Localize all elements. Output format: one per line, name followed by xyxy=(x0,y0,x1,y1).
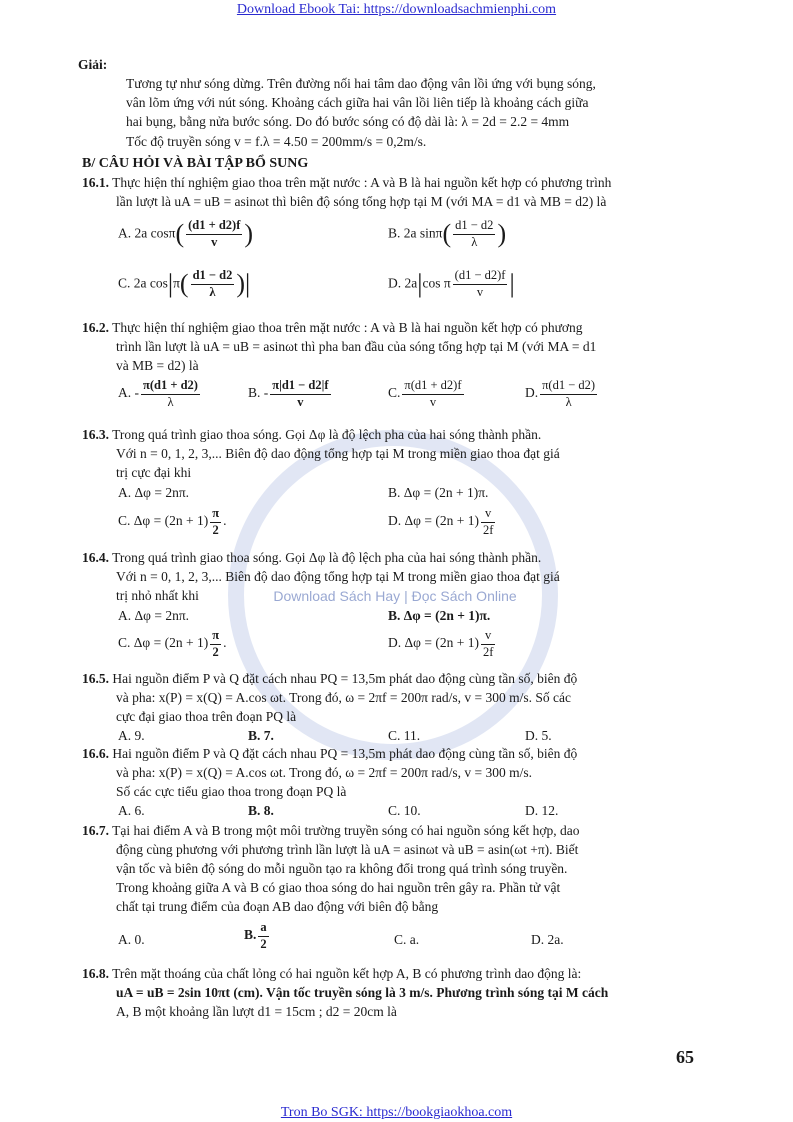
solution-line: Tương tự như sóng dừng. Trên đường nối hai tâm dao động vân lồi ứng với bụng sóng, xyxy=(126,76,596,91)
solution-line: vân lõm ứng với nút sóng. Khoảng cách giữa hai vân lồi liên tiếp là khoảng cách giữa xyxy=(126,95,589,110)
question-text: Trong khoảng giữa A và B có giao thoa sóng do hai nguồn trên gây ra. Phần tử vật xyxy=(116,880,561,895)
question-text: và pha: x(P) = x(Q) = A.cos ωt. Trong đó, ω = 2πf = 200π rad/s, v = 300 m/s. xyxy=(116,765,532,780)
solution-line: hai bụng, bằng nửa bước sóng. Do đó bước sóng có độ dài là: λ = 2d = 2.2 = 4mm xyxy=(126,114,570,129)
watermark-text: Download Sách Hay | Đọc Sách Online xyxy=(273,588,517,604)
option-b: B. - $\frac{\pi|d1 - d2|f}{v}$ xyxy=(248,378,329,409)
question-number: 16.2. xyxy=(82,320,109,335)
option-b: B. 8. xyxy=(248,803,274,818)
section-title: B/ CÂU HỎI VÀ BÀI TẬP BỔ SUNG xyxy=(82,156,309,171)
option-c: C. $\frac{\pi(d1 + d2)f}{v}$ xyxy=(388,378,462,409)
option-c: C. Δφ = (2n + 1) $\frac{\pi}{2}$ . xyxy=(118,506,227,537)
question-text: Hai nguồn điểm P và Q đặt cách nhau PQ = 13,5m phát dao động cùng tần số, biên độ xyxy=(112,746,578,761)
option-d: D. Δφ = (2n + 1) $\frac{v}{2f}$ xyxy=(388,506,494,537)
question-text: trị nhỏ nhất khi xyxy=(116,588,199,603)
option-b: B. 7. xyxy=(248,728,274,743)
option-c: C. 2a cos|π( $\frac{d1 - d2}{\lambda}$ )| xyxy=(118,268,251,299)
option-b: B. 2a sinπ( $\frac{d1 - d2}{\lambda}$ ) xyxy=(388,218,507,249)
question-number: 16.7. xyxy=(82,823,109,838)
question-text: Tại hai điểm A và B trong một môi trường truyền sóng có hai nguồn sóng kết hợp, dao xyxy=(112,823,580,838)
option-c: C. a. xyxy=(394,932,420,947)
option-d: D. 2a|cos π $\frac{(d1 - d2)f}{v}$ | xyxy=(388,268,515,299)
option-d: D. 2a. xyxy=(531,932,564,947)
solution-label: Giải: xyxy=(78,57,108,72)
question-text: Thực hiện thí nghiệm giao thoa trên mặt nước : A và B là hai nguồn kết hợp có phương xyxy=(112,320,583,335)
option-a: A. 0. xyxy=(118,932,145,947)
question-text: cực đại giao thoa trên đoạn PQ là xyxy=(116,709,297,724)
option-d: D. $\frac{\pi(d1 - d2)}{\lambda}$ xyxy=(525,378,596,409)
question-number: 16.3. xyxy=(82,427,109,442)
question-text: uA = uB = 2sin 10πt (cm). Vận tốc truyền sóng là 3 m/s. Phương trình sóng tại M cách xyxy=(116,985,609,1000)
option-b: B. Δφ = (2n + 1)π. xyxy=(388,608,491,623)
page-number: 65 xyxy=(676,1047,694,1067)
question-text: và pha: x(P) = x(Q) = A.cos ωt. Trong đó, ω = 2πf = 200π rad/s, v = 300 m/s. Số các xyxy=(116,690,571,705)
question-number: 16.5. xyxy=(82,671,109,686)
option-a: A. 9. xyxy=(118,728,145,743)
question-number: 16.8. xyxy=(82,966,109,981)
solution-line: Tốc độ truyền sóng v = f.λ = 4.50 = 200mm/s = 0,2m/s. xyxy=(126,134,427,149)
question-number: 16.1. xyxy=(82,175,109,190)
option-a: A. Δφ = 2nπ. xyxy=(118,608,190,623)
question-text: trình lần lượt là uA = uB = asinωt thì pha ban đầu của sóng tổng hợp tại M (với MA = d1 xyxy=(116,339,597,354)
question-text: Hai nguồn điểm P và Q đặt cách nhau PQ = 13,5m phát dao động cùng tần số, biên độ xyxy=(112,671,578,686)
question-text: vận tốc và biên độ sóng do mỗi nguồn tạo ra không đổi trong quá trình sóng truyền. xyxy=(116,861,568,876)
question-text: Với n = 0, 1, 2, 3,... Biên độ dao động tổng hợp tại M trong miền giao thoa đạt giá xyxy=(116,569,560,584)
footer-link[interactable]: Tron Bo SGK: https://bookgiaokhoa.com xyxy=(280,1105,513,1120)
question-text: Trong quá trình giao thoa sóng. Gọi Δφ là độ lệch pha của hai sóng thành phần. xyxy=(112,427,542,442)
option-c: C. 10. xyxy=(388,803,421,818)
question-number: 16.6. xyxy=(82,746,109,761)
option-c: C. 11. xyxy=(388,728,421,743)
option-a: A. 2a cosπ( $\frac{(d1 + d2)f}{v}$ ) xyxy=(118,218,254,249)
option-d: D. Δφ = (2n + 1) $\frac{v}{2f}$ xyxy=(388,628,494,659)
option-d: D. 12. xyxy=(525,803,559,818)
question-text: động cùng phương với phương trình lần lượt là uA = asinωt và uB = asin(ωt +π). Biết xyxy=(116,842,579,857)
question-text: A, B một khoảng lần lượt d1 = 15cm ; d2 = 20cm là xyxy=(116,1004,397,1019)
question-text: Trong quá trình giao thoa sóng. Gọi Δφ là độ lệch pha của hai sóng thành phần. xyxy=(112,550,542,565)
option-d: D. 5. xyxy=(525,728,552,743)
header-link[interactable]: Download Ebook Tai: https://downloadsachmienphi.com xyxy=(236,2,557,17)
option-b: B. $\frac{a}{2}$ xyxy=(244,920,267,951)
question-text: và MB = d2) là xyxy=(116,358,199,373)
question-text: trị cực đại khi xyxy=(116,465,192,480)
question-number: 16.4. xyxy=(82,550,109,565)
option-a: A. - $\frac{\pi(d1 + d2)}{\lambda}$ xyxy=(118,378,198,409)
question-text: Với n = 0, 1, 2, 3,... Biên độ dao động tổng hợp tại M trong miền giao thoa đạt giá xyxy=(116,446,560,461)
question-text: lần lượt là uA = uB = asinωt thì biên độ sóng tổng hợp tại M (với MA = d1 và MB = d2) là xyxy=(116,194,607,209)
option-a: A. Δφ = 2nπ. xyxy=(118,485,190,500)
question-text: chất tại trung điểm của đoạn AB dao động với biên độ bằng xyxy=(116,899,439,914)
question-text: Thực hiện thí nghiệm giao thoa trên mặt nước : A và B là hai nguồn kết hợp có phương trình xyxy=(112,175,612,190)
question-text: Số các cực tiểu giao thoa trong đoạn PQ là xyxy=(116,784,347,799)
option-b: B. Δφ = (2n + 1)π. xyxy=(388,485,489,500)
option-a: A. 6. xyxy=(118,803,145,818)
option-c: C. Δφ = (2n + 1) $\frac{\pi}{2}$ . xyxy=(118,628,227,659)
question-text: Trên mặt thoáng của chất lỏng có hai nguồn kết hợp A, B có phương trình dao động là: xyxy=(112,966,582,981)
